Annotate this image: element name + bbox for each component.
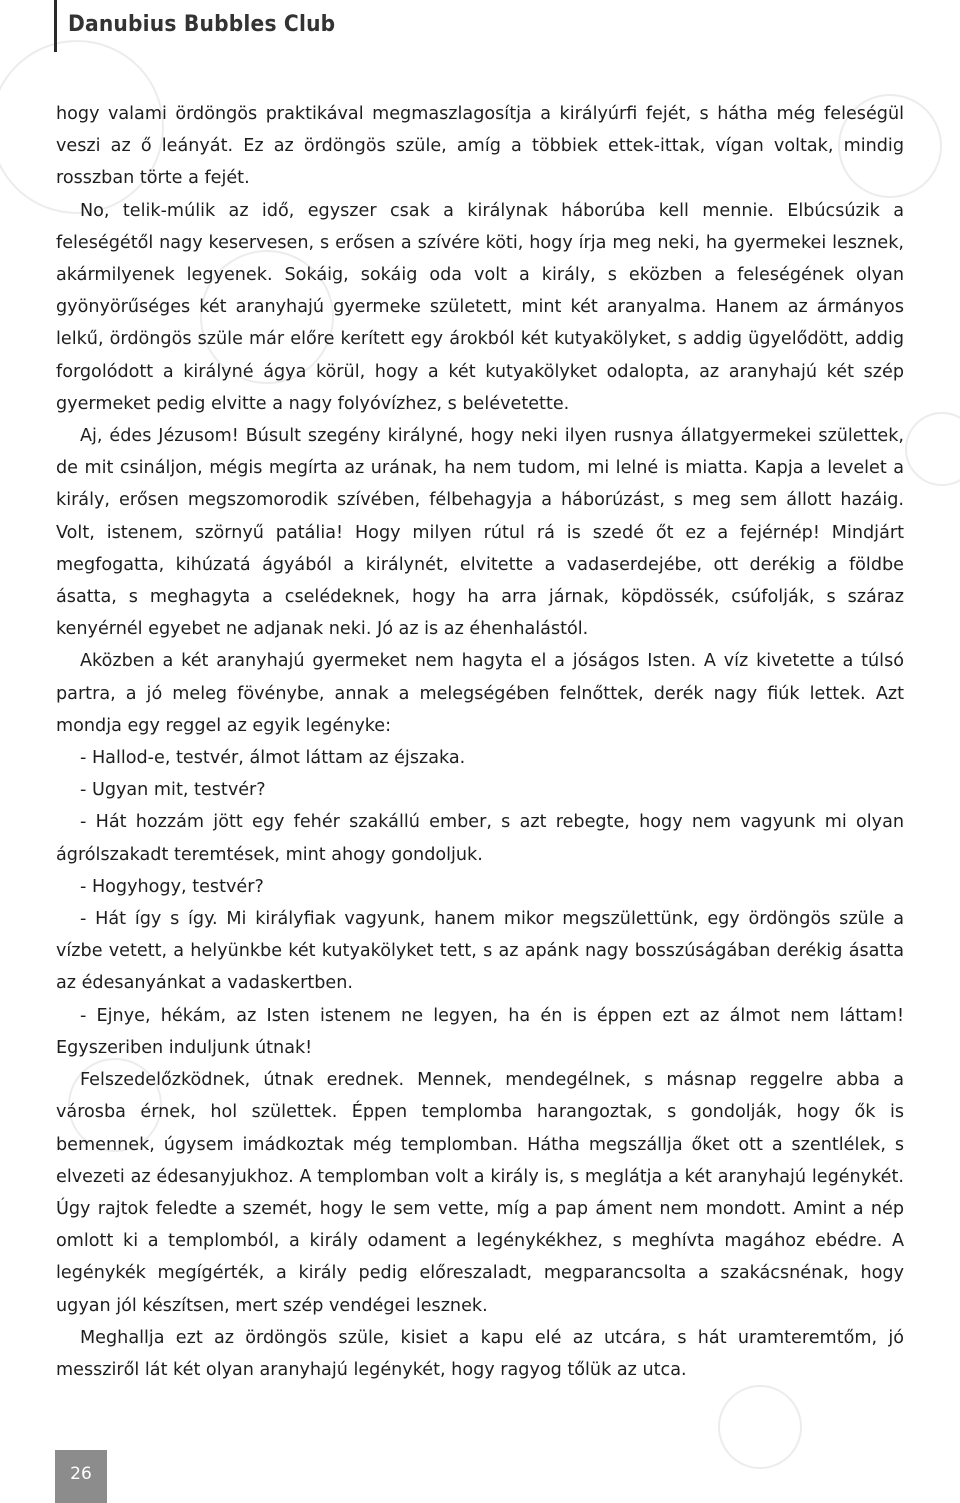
dialogue-line: - Hát így s így. Mi királyfiak vagyunk, hanem mikor megszülettünk, egy ördöngös szüle a vízbe vetett, a helyünkbe két kutyakölyket tett, s az apánk nagy bosszúságában derékig ásatta az édesanyánkat a vadaskertben.	[56, 909, 904, 994]
dialogue-line: - Ugyan mit, testvér?	[80, 780, 266, 801]
paragraph-2: No, telik-múlik az idő, egyszer csak a királynak háborúba kell mennie. Elbúcsúzik a feleségétől nagy keservesen, s erősen a szívére köti, hogy írja meg neki, ha gyermekei lesznek, akármilyenek legyenek. Sokáig, sokáig oda volt a király, s eközben a feleségének olyan gyönyörűséges két aranyhajú gyermeke született, mint két aranyalma. Hanem az ármányos lelkű, ördöngös szüle már előre kerített egy árokból két kutyakölyket, s addig ügyelődött, addig forgolódott a királyné ágya körül, hogy a két kutyakölyket odalopta, az aranyhajú két szép gyermeket pedig elvitte a nagy folyóvízhez, s belévetette.	[56, 200, 904, 414]
dialogue-line: - Hogyhogy, testvér?	[80, 876, 264, 897]
header-title: Danubius Bubbles Club	[68, 12, 336, 37]
header-rule	[54, 0, 57, 52]
decorative-bubble-bottom-right	[718, 1385, 802, 1469]
paragraph-4: Aközben a két aranyhajú gyermeket nem hagyta el a jóságos Isten. A víz kivetette a túlsó partra, a jó meleg fövénybe, annak a melegségében felnőttek, derék nagy fiúk lettek. Azt mondja egy reggel az egyik legényke:	[56, 651, 904, 736]
dialogue-line: - Ejnye, hékám, az Isten istenem ne legyen, ha én is éppen ezt az álmot nem láttam! Egyszeriben induljunk útnak!	[56, 1005, 904, 1058]
paragraph-1: hogy valami ördöngös praktikával megmaszlagosítja a királyúrfi fejét, s hátha még feleségül veszi az ő leányát. Ez az ördöngös szüle, amíg a többiek ettek-ittak, vígan voltak, mindig rosszban törte a fejét.	[56, 104, 904, 189]
page-number-box	[55, 1450, 107, 1503]
dialogue-line: - Hát hozzám jött egy fehér szakállú ember, s azt rebegte, hogy nem vagyunk mi olyan ágrólszakadt teremtések, mint ahogy gondoljuk.	[56, 812, 904, 865]
page-number: 26	[70, 1464, 92, 1484]
paragraph-6: Meghallja ezt az ördöngös szüle, kisiet a kapu elé az utcára, s hát uramteremtőm, jó messziről lát két olyan aranyhajú legénykét, hogy ragyog tőlük az utca.	[56, 1327, 904, 1380]
paragraph-5: Felszedelőzködnek, útnak erednek. Mennek, mendegélnek, s másnap reggelre abba a városba érnek, hol születtek. Éppen templomba harangoztak, s gondolják, hogy ők is bemennek, úgysem imádkoztak még templomban. Hátha megszállja őket ott a szentlélek, s elvezeti az édesanyjukhoz. A templomban volt a király is, s meglátja a két aranyhajú legénykét. Úgy rajtok feledte a szemét, hogy le sem vette, míg a pap áment nem mondott. Amint a nép omlott ki a templomból, a király odament a legénykékhez, s meghívta magához ebédre. A legénykék megígérték, a király pedig előreszaladt, megparancsolta a szakácsnénak, hogy ugyan jól készítsen, mert szép vendégei lesznek.	[56, 1070, 904, 1316]
paragraph-3: Aj, édes Jézusom! Búsult szegény királyné, hogy neki ilyen rusnya állatgyermekei születtek, de mit csináljon, mégis megírta az urának, ha nem tudom, mi lelné is miatta. Kapja a levelet a király, erősen megszomorodik szívében, félbehagyja a háborúzást, s meg sem állott hazáig. Volt, istenem, szörnyű patália! Hogy milyen rútul rá is szedé őt ez a fejérnép! Mindjárt megfogatta, kihúzatá ágyából a királynét, elvitette a vadaserdejébe, ott derékig a földbe ásatta, s meghagyta a cselédeknek, hogy ha arra járnak, köpdössék, csúfolják, s száraz kenyérnél egyebet ne adjanak neki. Jó az is az éhenhalástól.	[56, 426, 904, 640]
decorative-bubble-right-mid	[905, 412, 960, 486]
dialogue-line: - Hallod-e, testvér, álmot láttam az éjszaka.	[80, 748, 466, 769]
story-text	[56, 98, 904, 1386]
